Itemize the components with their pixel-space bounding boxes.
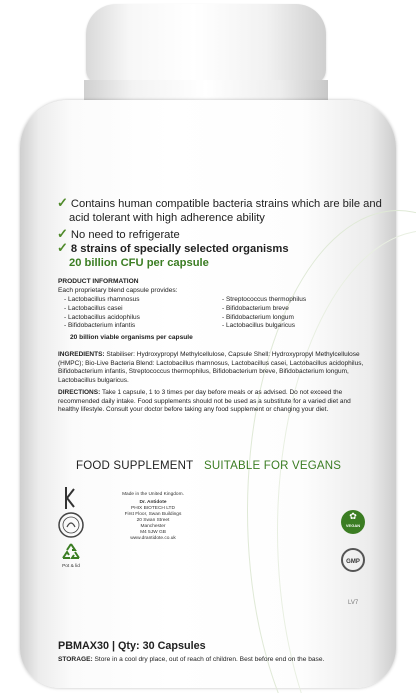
- product-info-heading: PRODUCT INFORMATION: [58, 278, 139, 285]
- check-icon: ✓: [57, 226, 68, 241]
- gmp-badge: [341, 548, 365, 572]
- bullet-text: acid tolerant with high adherence ability: [69, 212, 265, 224]
- strain-item: - Lactobacillus rhamnosus: [64, 296, 140, 303]
- strain-item: - Lactobacillus casei: [64, 304, 123, 312]
- bullet-no-refrigerate: [57, 227, 180, 242]
- storage-block: [58, 656, 378, 663]
- address-line: Manchester: [140, 524, 166, 529]
- food-supplement-text: FOOD SUPPLEMENT: [76, 460, 194, 472]
- cfu-text: 20 billion CFU per capsule: [69, 257, 209, 269]
- strain-item: - Streptococcus thermophilus: [222, 296, 307, 303]
- product-code: PBMAX30 | Qty: 30 Capsules: [58, 640, 206, 652]
- address-line: M4 5JW GB: [140, 530, 166, 535]
- bullet-text: Contains human compatible bacteria strains which are bile and: [70, 198, 382, 210]
- total-organisms: 20 billion viable organisms per capsule: [70, 334, 193, 341]
- strain-column-right: [222, 296, 306, 331]
- made-in-text: Made in the United Kingdom.: [122, 492, 184, 497]
- bottle-neck: [84, 80, 328, 102]
- vegan-badge-text: VEGAN: [345, 523, 361, 528]
- ingredients-label: INGREDIENTS:: [58, 351, 105, 358]
- bottle-cap: [86, 4, 326, 84]
- strain-item: - Bifidobacterium longum: [222, 313, 294, 321]
- brand-k-logo-icon: [62, 485, 78, 511]
- gmp-badge-text: GMP: [346, 559, 360, 565]
- strain-item: - Lactobacillus acidophilus: [64, 313, 140, 321]
- strain-column-left: [64, 296, 140, 331]
- bullet-bile-tolerant: [57, 196, 382, 225]
- strain-item: - Lactobacillus bulgaricus: [222, 322, 295, 330]
- address-line: First Floor, Swan Buildings: [124, 512, 182, 517]
- check-icon: ✓: [57, 240, 68, 255]
- address-line: 20 Swan Street: [136, 518, 170, 523]
- recycle-label: Pot & lid: [62, 564, 80, 569]
- website-text: www.drantidote.co.uk: [130, 536, 176, 541]
- ingredients-text: Stabiliser: Hydroxypropyl Methylcellulose, Capsule Shell: Hydroxypropyl Methylcellulose (HMPC); Bio-Live Bacteria Blend: Lactobacillus rhamnosus, Lactobacillus casei, Lactobacillus acidophilus, Bifidobacterium infantis, Streptococcus thermophilus, Bifidobacterium breve, Bifidobacterium longum, Lactobacillus bulgaricus.: [58, 351, 364, 385]
- check-icon: ✓: [57, 195, 68, 210]
- vegan-badge: [341, 510, 365, 534]
- strain-item: - Bifidobacterium infantis: [64, 322, 136, 330]
- storage-label: STORAGE:: [58, 656, 93, 663]
- bullet-text: No need to refrigerate: [70, 229, 180, 241]
- strain-item: - Bifidobacterium breve: [222, 304, 289, 312]
- suitable-for-vegans-text: SUITABLE FOR VEGANS: [204, 460, 342, 472]
- product-info-intro: Each proprietary blend capsule provides:: [58, 287, 178, 294]
- brand-name: Dr. Antidote: [139, 500, 167, 505]
- storage-text: Store in a cool dry place, out of reach of children. Best before end on the base.: [94, 656, 325, 663]
- recycle-icon: [60, 542, 82, 562]
- directions-label: DIRECTIONS:: [58, 389, 101, 396]
- address-line: PHIX BIOTECH LTD: [131, 506, 175, 511]
- ingredients-block: [58, 351, 370, 386]
- manufacturer-block: [98, 492, 208, 542]
- directions-text: Take 1 capsule, 1 to 3 times per day before meals or as advised. Do not exceed the recommended daily intake. Food supplements should not be used as a substitute for a varied diet and healthy lifestyle. Consult your doctor before taking any food supplement or changing your diet.: [58, 389, 351, 414]
- bullet-text: 8 strains of specially selected organisms: [70, 243, 289, 255]
- halal-seal-icon: [58, 512, 84, 538]
- bullet-strains: [57, 241, 289, 270]
- leaf-icon: ✿: [349, 511, 357, 521]
- directions-block: [58, 389, 370, 415]
- lv7-code: LV7: [348, 600, 359, 606]
